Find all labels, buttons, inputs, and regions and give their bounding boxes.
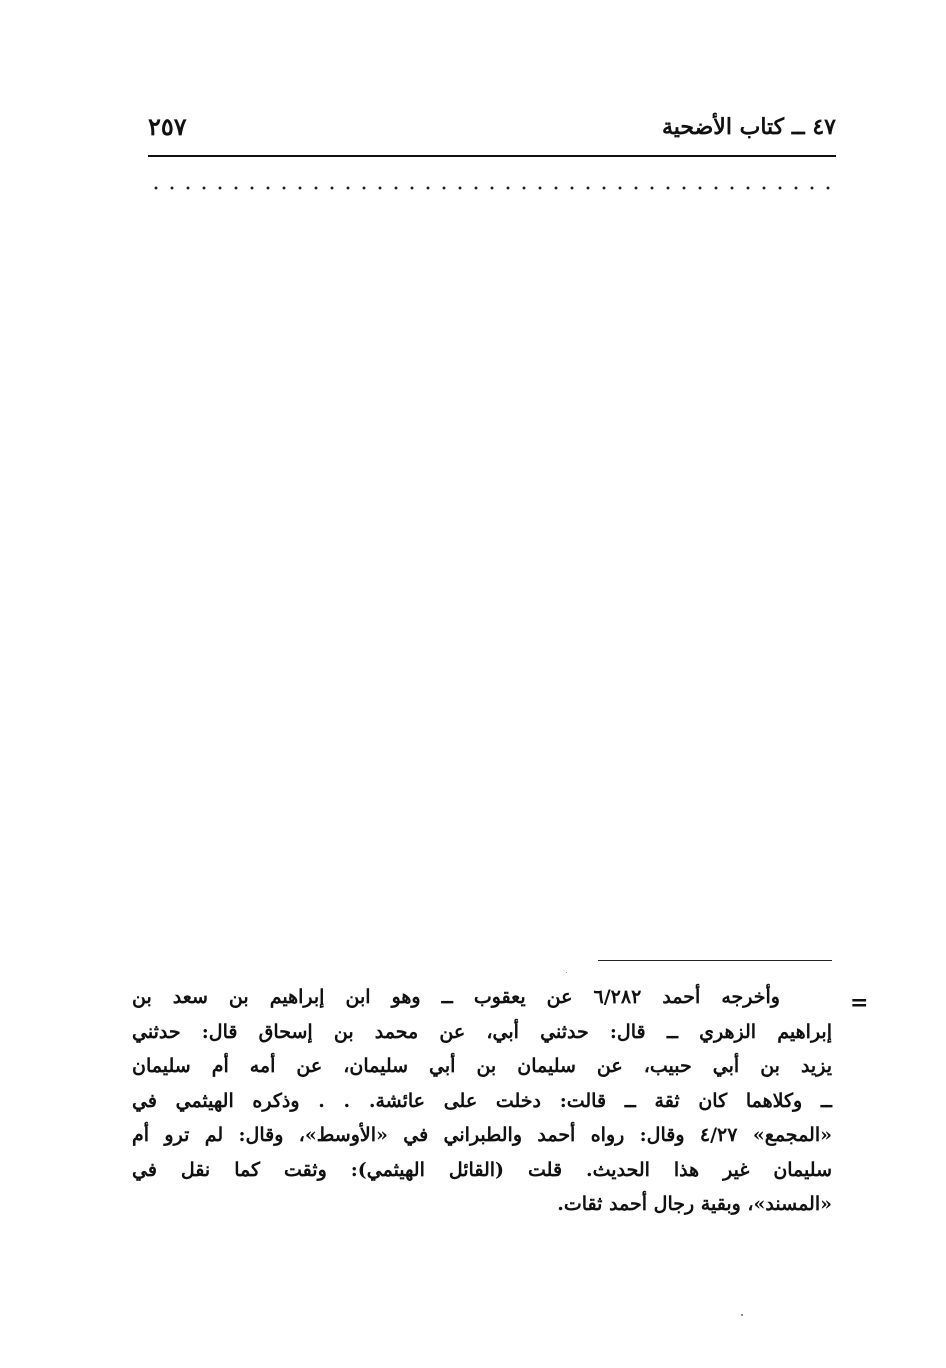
page-header (148, 108, 836, 152)
header-rule (148, 155, 836, 157)
footnote-continuation-mark: = (850, 990, 869, 1016)
scan-speck (741, 1314, 743, 1316)
footnote-line: إبراهيم الزهري ــ قال: حدثني أبي، عن محمد بن إسحاق قال: حدثني (132, 1020, 832, 1043)
footnote (132, 980, 832, 1222)
footnote-rule (598, 960, 832, 961)
page-number: ٢٥٧ (148, 112, 187, 141)
footnote-line: «المسند»، وبقية رجال أحمد ثقات. (557, 1193, 832, 1215)
footnote-line: سليمان غير هذا الحديث. قلت (القائل الهيثمي): وثقت كما نقل في (132, 1158, 832, 1181)
footnote-line: وأخرجه أحمد ٦/٢٨٢ عن يعقوب ــ وهو ابن إبراهيم بن سعد بن (132, 986, 780, 1008)
footnote-line: «المجمع» ٤/٢٧ وقال: رواه أحمد والطبراني في «الأوسط»، وقال: لم ترو أم (132, 1124, 832, 1146)
scan-speck (566, 972, 567, 973)
footnote-line: ــ وكلاهما كان ثقة ــ قالت: دخلت على عائشة. . . وذكره الهيثمي في (132, 1089, 832, 1112)
chapter-title: ٤٧ ــ كتاب الأضحية (661, 114, 836, 140)
dotted-separator (148, 184, 836, 192)
footnote-line: يزيد بن أبي حبيب، عن سليمان بن أبي سليمان، عن أمه أم سليمان (132, 1055, 832, 1077)
